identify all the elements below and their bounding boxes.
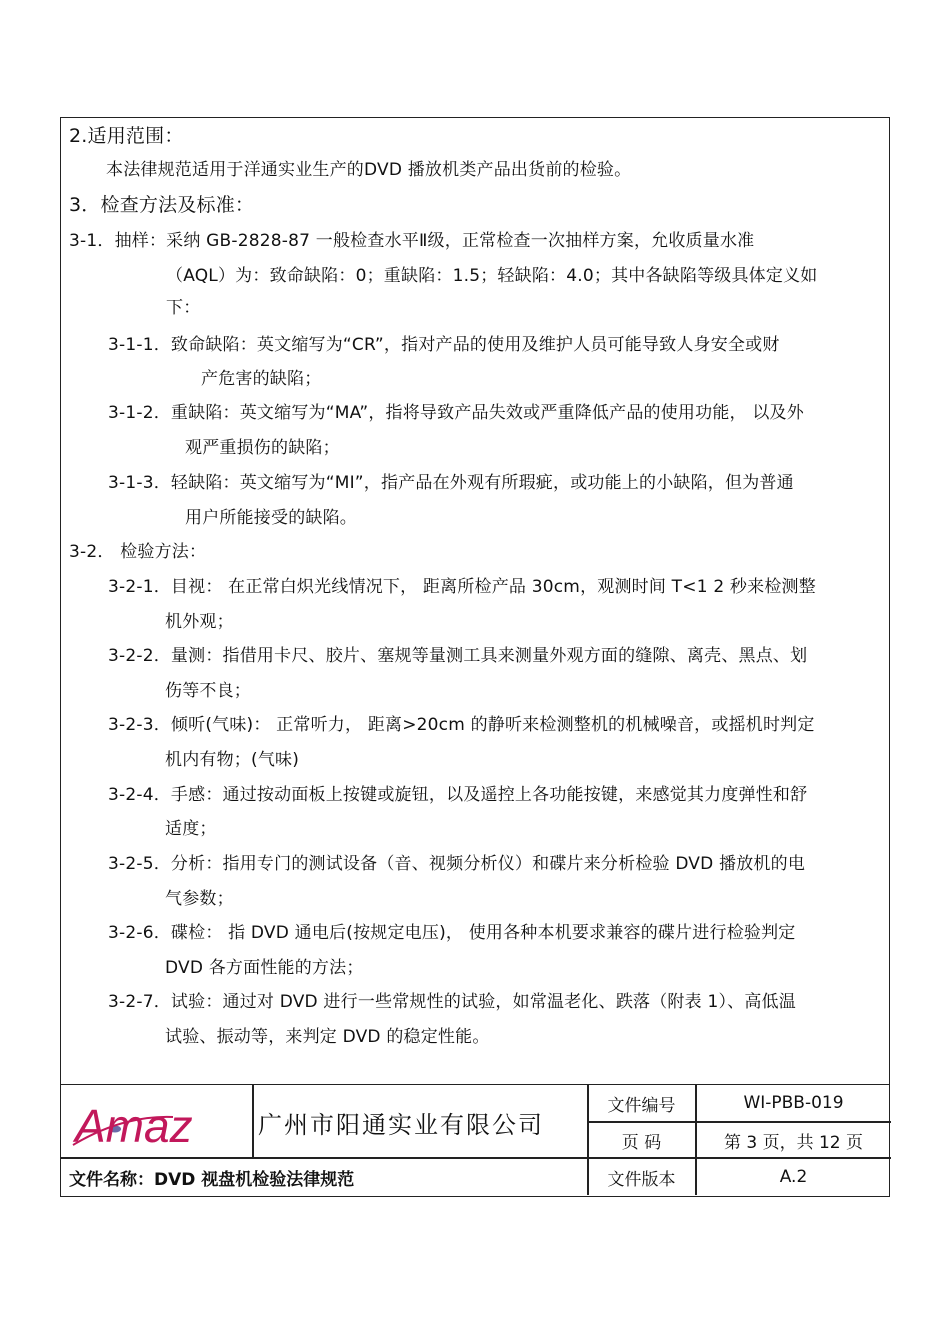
s312-line2: 观严重损伤的缺陷； <box>185 438 340 458</box>
s324-line2: 适度； <box>165 819 217 839</box>
s322-line2: 伤等不良； <box>165 681 251 701</box>
document-body <box>61 118 889 1084</box>
s326-line1: 3-2-6．碟检： 指 DVD 通电后(按规定电压)， 使用各种本机要求兼容的碟片进行检验判定 <box>108 923 796 943</box>
version-value: A.2 <box>779 1167 808 1187</box>
page-label: 页 码 <box>621 1132 662 1153</box>
section-2-text: 本法律规范适用于洋通实业生产的DVD 播放机类产品出货前的检验。 <box>106 160 632 180</box>
s327-line1: 3-2-7．试验：通过对 DVD 进行一些常规性的试验，如常温老化、跌落（附表 1）、高低温 <box>108 992 796 1012</box>
s313-line1: 3-1-3．轻缺陷：英文缩写为“MI”，指产品在外观有所瑕疵，或功能上的小缺陷，但为普通 <box>108 473 794 493</box>
company-logo <box>63 1087 250 1157</box>
s326-line2: DVD 各方面性能的方法； <box>165 958 364 978</box>
s323-line1: 3-2-3．倾听(气味)： 正常听力， 距离>20cm 的静听来检测整机的机械噪音，或摇机时判定 <box>108 715 815 735</box>
s31-line1: 3-1．抽样：采纳 GB-2828-87 一般检查水平Ⅱ级，正常检查一次抽样方案，允收质量水准 <box>69 231 755 251</box>
doc-number-label: 文件编号 <box>607 1095 676 1116</box>
s31-line2: （AQL）为：致命缺陷：0；重缺陷：1.5；轻缺陷：4.0；其中各缺陷等级具体定义如 <box>166 266 818 286</box>
doc-number-value: WI-PBB-019 <box>743 1093 844 1113</box>
s32-heading: 3-2． 检验方法： <box>69 542 207 562</box>
s323-line2: 机内有物；(气味) <box>165 750 300 770</box>
s327-line2: 试验、振动等，来判定 DVD 的稳定性能。 <box>165 1027 490 1047</box>
s311-line1: 3-1-1．致命缺陷：英文缩写为“CR”，指对产品的使用及维护人员可能导致人身安全或财 <box>108 335 780 355</box>
document-footer-table <box>61 1084 889 1196</box>
s321-line1: 3-2-1．目视： 在正常白炽光线情况下， 距离所检产品 30cm，观测时间 T<1 2 秒来检测整 <box>108 577 816 597</box>
s312-line1: 3-1-2．重缺陷：英文缩写为“MA”，指将导致产品失效或严重降低产品的使用功能， 以及外 <box>108 403 804 423</box>
doc-title: 文件名称：DVD 视盘机检验法律规范 <box>69 1169 355 1190</box>
version-label: 文件版本 <box>607 1169 676 1190</box>
s322-line1: 3-2-2．量测：指借用卡尺、胶片、塞规等量测工具来测量外观方面的缝隙、离壳、黑点、划 <box>108 646 808 666</box>
section-3-heading: 3．检查方法及标准： <box>69 194 255 216</box>
page-value: 第 3 页，共 12 页 <box>723 1132 864 1153</box>
s321-line2: 机外观； <box>165 612 234 632</box>
s313-line2: 用户所能接受的缺陷。 <box>185 508 357 528</box>
document-frame <box>60 117 890 1197</box>
s311-line2: 产危害的缺陷； <box>201 369 322 389</box>
section-2-heading: 2.适用范围： <box>69 125 184 147</box>
company-name: 广州市阳通实业有限公司 <box>258 1110 544 1139</box>
s324-line1: 3-2-4．手感：通过按动面板上按键或旋钮，以及遥控上各功能按键，来感觉其力度弹性和舒 <box>108 785 808 805</box>
s325-line1: 3-2-5．分析：指用专门的测试设备（音、视频分析仪）和碟片来分析检验 DVD 播放机的电 <box>108 854 806 874</box>
s31-line3: 下： <box>166 298 201 318</box>
s325-line2: 气参数； <box>165 889 234 909</box>
logo-wordmark: Amaz <box>75 1100 193 1152</box>
